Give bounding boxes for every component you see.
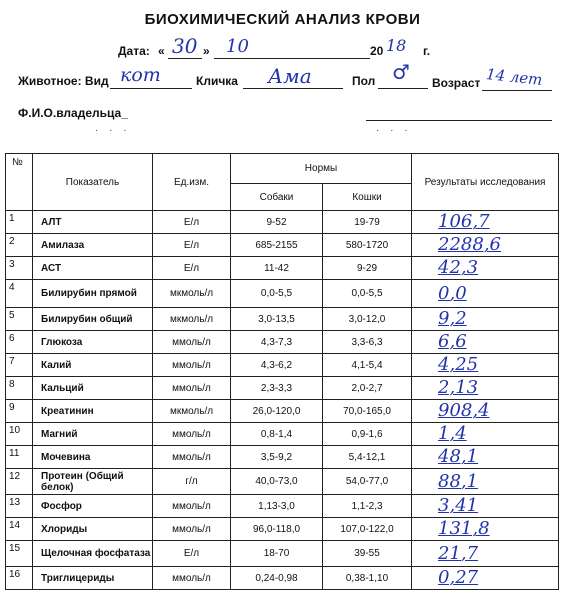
row-indicator: Магний — [33, 423, 153, 446]
table-row — [6, 495, 559, 518]
row-result: 9,2 — [438, 308, 467, 329]
row-result: 131,8 — [438, 518, 490, 539]
row-norm-dogs: 4,3-6,2 — [231, 354, 323, 377]
sex-line — [378, 88, 428, 89]
date-month-value: 10 — [226, 36, 249, 57]
row-unit: г/л — [153, 469, 231, 495]
row-result-cell — [412, 423, 559, 446]
row-unit: ммоль/л — [153, 446, 231, 469]
row-norm-dogs: 1,13-3,0 — [231, 495, 323, 518]
row-number: 1 — [6, 211, 33, 234]
row-norm-dogs: 40,0-73,0 — [231, 469, 323, 495]
row-result-cell — [412, 400, 559, 423]
row-norm-cats: 4,1-5,4 — [323, 354, 412, 377]
row-number: 8 — [6, 377, 33, 400]
row-unit: ммоль/л — [153, 377, 231, 400]
row-unit: ммоль/л — [153, 331, 231, 354]
year-prefix: 20 — [370, 44, 384, 58]
row-result-cell — [412, 257, 559, 280]
row-indicator: АСТ — [33, 257, 153, 280]
name-label: Кличка — [196, 74, 238, 88]
table-row — [6, 541, 559, 567]
row-result: 908,4 — [438, 400, 490, 421]
row-norm-cats: 0,38-1,10 — [323, 567, 412, 590]
table-row — [6, 280, 559, 308]
table-row — [6, 308, 559, 331]
row-result-cell — [412, 567, 559, 590]
row-norm-cats: 3,0-12,0 — [323, 308, 412, 331]
row-number: 13 — [6, 495, 33, 518]
table-row — [6, 567, 559, 590]
table-row — [6, 446, 559, 469]
row-unit: ммоль/л — [153, 354, 231, 377]
date-open-quote: « — [158, 44, 165, 58]
row-result: 1,4 — [438, 423, 467, 444]
row-result: 6,6 — [438, 331, 467, 352]
row-norm-dogs: 0,8-1,4 — [231, 423, 323, 446]
age-label: Возраст — [432, 76, 481, 90]
row-unit: ммоль/л — [153, 423, 231, 446]
row-norm-cats: 107,0-122,0 — [323, 518, 412, 541]
row-result-cell — [412, 469, 559, 495]
row-result-cell — [412, 446, 559, 469]
row-norm-cats: 580-1720 — [323, 234, 412, 257]
animal-line — [110, 88, 192, 89]
date-close-quote: » — [203, 44, 210, 58]
row-norm-dogs: 96,0-118,0 — [231, 518, 323, 541]
row-result: 2288,6 — [438, 234, 501, 255]
year-suffix: 18 — [386, 36, 407, 55]
row-norm-cats: 1,1-2,3 — [323, 495, 412, 518]
table-row — [6, 211, 559, 234]
row-indicator: Мочевина — [33, 446, 153, 469]
table-row — [6, 234, 559, 257]
table-row — [6, 400, 559, 423]
row-unit: мкмоль/л — [153, 400, 231, 423]
row-result-cell — [412, 518, 559, 541]
row-result-cell — [412, 331, 559, 354]
row-result-cell — [412, 211, 559, 234]
row-norm-cats: 54,0-77,0 — [323, 469, 412, 495]
row-unit: мкмоль/л — [153, 308, 231, 331]
row-number: 5 — [6, 308, 33, 331]
name-line — [243, 88, 343, 89]
results-table — [5, 153, 559, 590]
row-number: 16 — [6, 567, 33, 590]
row-unit: Е/л — [153, 234, 231, 257]
row-indicator: Билирубин прямой — [33, 280, 153, 308]
name-value: Ама — [268, 64, 312, 88]
animal-value: кот — [120, 64, 161, 86]
row-indicator: Амилаза — [33, 234, 153, 257]
page-title: БИОХИМИЧЕСКИЙ АНАЛИЗ КРОВИ — [144, 11, 421, 28]
row-norm-cats: 0,9-1,6 — [323, 423, 412, 446]
row-norm-dogs: 685-2155 — [231, 234, 323, 257]
row-result-cell — [412, 495, 559, 518]
row-number: 4 — [6, 280, 33, 308]
row-norm-dogs: 3,5-9,2 — [231, 446, 323, 469]
row-indicator: Триглицериды — [33, 567, 153, 590]
animal-label: Животное: Вид — [18, 74, 109, 88]
row-result-cell — [412, 377, 559, 400]
row-norm-cats: 9-29 — [323, 257, 412, 280]
row-indicator: Фосфор — [33, 495, 153, 518]
row-norm-cats: 0,0-5,5 — [323, 280, 412, 308]
row-norm-cats: 2,0-2,7 — [323, 377, 412, 400]
row-result: 3,41 — [438, 495, 479, 516]
table-row — [6, 423, 559, 446]
row-result: 42,3 — [438, 257, 479, 278]
row-result: 21,7 — [438, 542, 479, 564]
header-results: Результаты исследования — [412, 154, 559, 211]
row-result: 4,25 — [438, 354, 479, 375]
row-norm-cats: 3,3-6,3 — [323, 331, 412, 354]
row-norm-dogs: 3,0-13,5 — [231, 308, 323, 331]
table-row — [6, 331, 559, 354]
row-indicator: Глюкоза — [33, 331, 153, 354]
row-result: 106,7 — [438, 211, 490, 232]
row-norm-cats: 19-79 — [323, 211, 412, 234]
row-norm-dogs: 11-42 — [231, 257, 323, 280]
header-num: № — [6, 154, 33, 211]
date-day-value: 30 — [172, 34, 198, 58]
row-result: 0,0 — [438, 282, 467, 304]
date-month-line — [214, 58, 370, 59]
sex-label: Пол — [352, 74, 376, 88]
owner-line — [366, 120, 552, 121]
row-unit: ммоль/л — [153, 495, 231, 518]
row-norm-dogs: 26,0-120,0 — [231, 400, 323, 423]
row-indicator: Калий — [33, 354, 153, 377]
row-result-cell — [412, 308, 559, 331]
row-norm-cats: 70,0-165,0 — [323, 400, 412, 423]
row-indicator: Креатинин — [33, 400, 153, 423]
row-unit: мкмоль/л — [153, 280, 231, 308]
table-row — [6, 518, 559, 541]
row-number: 3 — [6, 257, 33, 280]
date-label: Дата: — [118, 44, 150, 58]
row-indicator: Щелочная фосфатаза — [33, 541, 153, 567]
row-number: 10 — [6, 423, 33, 446]
owner-label: Ф.И.О.владельца_ — [18, 106, 128, 120]
year-label: г. — [423, 44, 431, 58]
row-unit: ммоль/л — [153, 518, 231, 541]
row-result: 2,13 — [438, 377, 479, 398]
row-norm-cats: 39-55 — [323, 541, 412, 567]
row-number: 11 — [6, 446, 33, 469]
age-value: 14 лет — [485, 65, 544, 89]
row-number: 6 — [6, 331, 33, 354]
row-result-cell — [412, 354, 559, 377]
owner-dots-left: · · · — [95, 125, 131, 136]
row-unit: ммоль/л — [153, 567, 231, 590]
table-row — [6, 354, 559, 377]
row-indicator: Хлориды — [33, 518, 153, 541]
row-number: 9 — [6, 400, 33, 423]
row-norm-dogs: 18-70 — [231, 541, 323, 567]
row-number: 7 — [6, 354, 33, 377]
row-indicator: Билирубин общий — [33, 308, 153, 331]
age-line — [482, 90, 552, 91]
header-norms: Нормы — [231, 154, 412, 184]
row-result: 0,27 — [438, 567, 479, 588]
row-indicator: Кальций — [33, 377, 153, 400]
row-norm-dogs: 2,3-3,3 — [231, 377, 323, 400]
owner-dots-right: · · · — [376, 125, 412, 136]
table-row — [6, 257, 559, 280]
row-indicator: Протеин (Общий белок) — [33, 469, 153, 495]
header-unit: Ед.изм. — [153, 154, 231, 211]
sex-value: ♂ — [392, 60, 410, 84]
row-norm-cats: 5,4-12,1 — [323, 446, 412, 469]
row-norm-dogs: 0,0-5,5 — [231, 280, 323, 308]
header-indicator: Показатель — [33, 154, 153, 211]
row-result-cell — [412, 280, 559, 308]
row-norm-dogs: 0,24-0,98 — [231, 567, 323, 590]
row-number: 14 — [6, 518, 33, 541]
date-day-line — [168, 58, 202, 59]
row-result-cell — [412, 234, 559, 257]
row-norm-dogs: 9-52 — [231, 211, 323, 234]
table-row — [6, 469, 559, 495]
row-number: 2 — [6, 234, 33, 257]
header-cats: Кошки — [323, 184, 412, 211]
row-result: 88,1 — [438, 470, 479, 492]
table-row — [6, 377, 559, 400]
row-number: 15 — [6, 541, 33, 567]
row-indicator: АЛТ — [33, 211, 153, 234]
row-norm-dogs: 4,3-7,3 — [231, 331, 323, 354]
row-number: 12 — [6, 469, 33, 495]
row-result: 48,1 — [438, 446, 479, 467]
row-unit: Е/л — [153, 541, 231, 567]
row-result-cell — [412, 541, 559, 567]
row-unit: Е/л — [153, 257, 231, 280]
header-dogs: Собаки — [231, 184, 323, 211]
row-unit: Е/л — [153, 211, 231, 234]
